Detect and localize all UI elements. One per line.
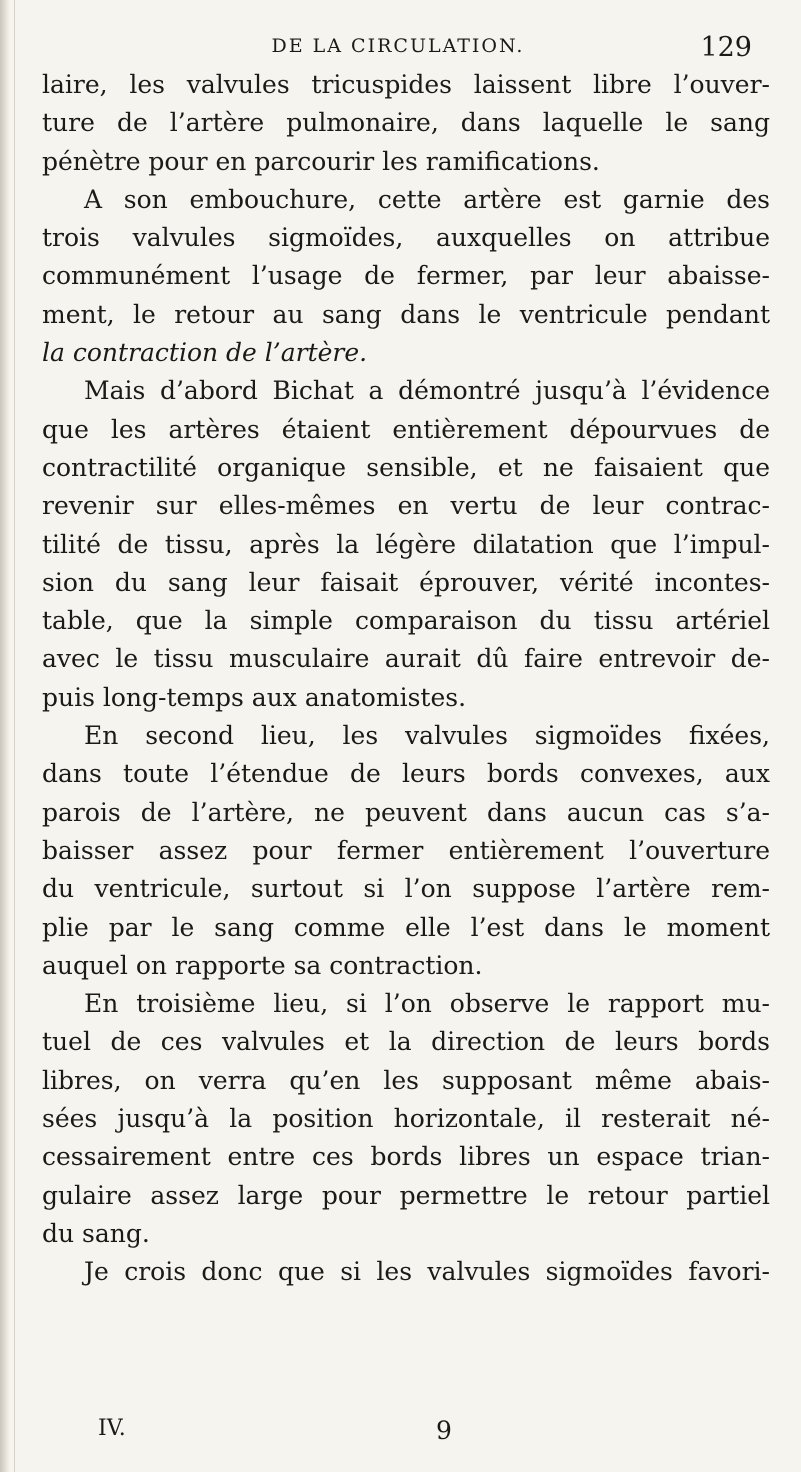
line-text: puis long-temps aux anatomistes. [42,682,467,712]
text-line [42,143,770,181]
line-text: libres, on verra qu’en les supposant même abais- [42,1065,770,1095]
page-binding-shadow [0,0,10,1472]
paragraph-start-line [42,372,770,410]
line-text: contractilité organique sensible, et ne faisaient que [42,452,770,482]
text-line [42,602,770,640]
text-line [42,296,770,334]
text-line [42,411,770,449]
text-line [42,832,770,870]
paragraph-start-line [42,985,770,1023]
text-line [42,219,770,257]
page-number: 129 [700,32,752,63]
text-line [42,257,770,295]
page-footer [42,1416,770,1448]
line-text: ment, le retour au sang dans le ventricule pendant [42,299,770,329]
line-text: avec le tissu musculaire aurait dû faire entrevoir de- [42,644,770,674]
text-line [42,449,770,487]
paragraph-start-line [42,181,770,219]
line-text: du sang. [42,1218,150,1248]
line-text: que les artères étaient entièrement dépourvues de [42,414,770,444]
line-text: trois valvules sigmoïdes, auxquelles on attribue [42,223,770,253]
text-line [42,909,770,947]
body-text [42,66,770,1292]
line-text: En second lieu, les valvules sigmoïdes fixées, [84,721,770,751]
line-text: Mais d’abord Bichat a démontré jusqu’à l’évidence [84,376,770,406]
sheet-number: 9 [436,1416,452,1445]
italic-line-text: la contraction de l’artère. [42,338,368,368]
line-text: ture de l’artère pulmonaire, dans laquelle le sang [42,108,770,138]
line-text: tuel de ces valvules et la direction de leurs bords [42,1027,770,1057]
text-line [42,1062,770,1100]
text-line [42,104,770,142]
text-line [42,564,770,602]
line-text: En troisième lieu, si l’on observe le rapport mu- [84,989,770,1019]
running-head: DE LA CIRCULATION. [271,35,525,57]
text-line [42,755,770,793]
paragraph-start-line [42,1253,770,1291]
text-line [42,679,770,717]
paragraph-start-line [42,717,770,755]
page-binding-line [14,0,15,1472]
text-line [42,870,770,908]
text-line [42,1177,770,1215]
text-line [42,1023,770,1061]
line-text: Je crois donc que si les valvules sigmoïdes favori- [84,1257,770,1287]
text-line [42,1138,770,1176]
signature-mark: IV. [98,1416,126,1441]
text-line [42,487,770,525]
line-text: sion du sang leur faisait éprouver, vérité incontes- [42,567,770,597]
line-text: baisser assez pour fermer entièrement l’ouverture [42,835,770,865]
line-text: table, que la simple comparaison du tissu artériel [42,606,770,636]
page-header [28,32,768,62]
text-line [42,334,770,372]
text-line [42,947,770,985]
text-line [42,794,770,832]
line-text: laire, les valvules tricuspides laissent libre l’ouver- [42,70,770,99]
line-text: parois de l’artère, ne peuvent dans aucun cas s’a- [42,797,770,827]
line-text: sées jusqu’à la position horizontale, il resterait né- [42,1104,770,1134]
text-line [42,640,770,678]
text-line [42,526,770,564]
text-line [42,66,770,104]
line-text: auquel on rapporte sa contraction. [42,950,483,980]
line-text: pénètre pour en parcourir les ramifications. [42,146,600,176]
line-text: cessairement entre ces bords libres un espace trian- [42,1142,770,1172]
text-line [42,1100,770,1138]
line-text: communément l’usage de fermer, par leur abaisse- [42,261,770,291]
line-text: dans toute l’étendue de leurs bords convexes, aux [42,759,770,789]
line-text: du ventricule, surtout si l’on suppose l’artère rem- [42,874,770,904]
line-text: A son embouchure, cette artère est garnie des [84,184,770,214]
line-text: revenir sur elles-mêmes en vertu de leur contrac- [42,491,770,521]
line-text: tilité de tissu, après la légère dilatation que l’impul- [42,529,770,559]
text-line [42,1215,770,1253]
line-text: plie par le sang comme elle l’est dans le moment [42,912,770,942]
line-text: gulaire assez large pour permettre le retour partiel [42,1180,770,1210]
